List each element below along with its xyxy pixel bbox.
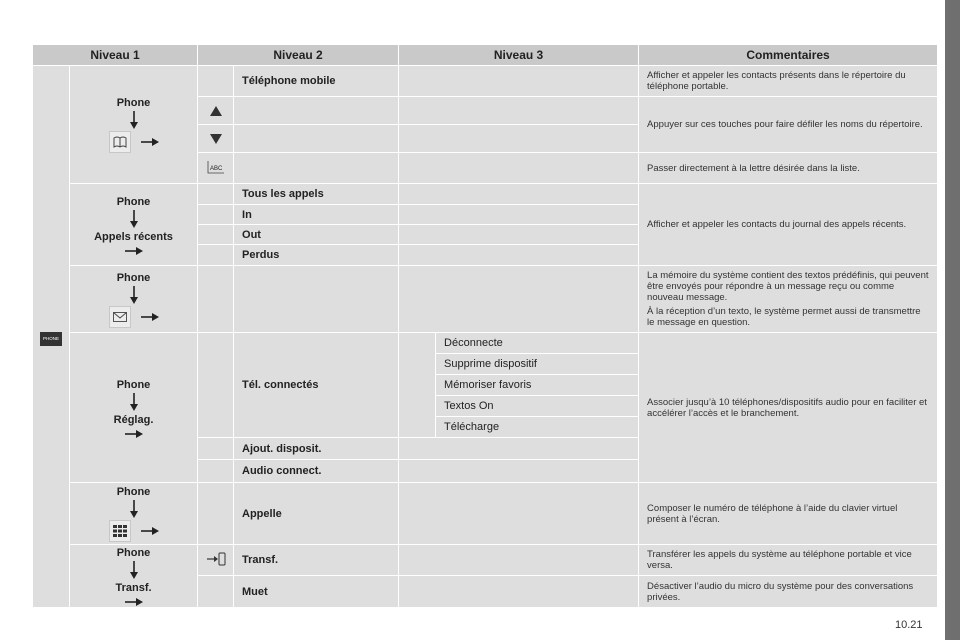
level3-label: Tous les appels [234,184,399,205]
level3-label: Perdus [234,245,399,266]
table-row [33,184,938,205]
level3-label: Ajout. disposit. [234,438,399,460]
comment-cell: Appuyer sur ces touches pour faire défiler les noms du répertoire. [639,97,938,153]
header-level3: Niveau 3 [399,45,639,66]
level4-label: Télécharge [436,417,639,438]
comment-cell: Associer jusqu’à 10 téléphones/dispositifs audio pour en faciliter et accélérer l’accès et le branchement. [639,333,938,483]
abc-keyboard-icon [205,157,227,177]
contacts-book-icon [109,131,131,153]
arrow-down-indicator-icon [130,561,138,579]
header-level1: Niveau 1 [33,45,198,66]
arrow-up-icon [205,101,227,121]
page-number: 10.21 [895,619,923,631]
comment-cell: Passer directement à la lettre désirée dans la liste. [639,153,938,184]
arrow-down-indicator-icon [130,393,138,411]
table-row [33,266,938,333]
level2-label: Phone [116,547,151,559]
comment-cell: Afficher et appeler les contacts du journal des appels récents. [639,184,938,266]
level2-cell-messages [70,266,198,333]
level2-label: Phone [116,378,151,391]
arrow-right-indicator-icon [125,247,143,255]
level3-label: Out [234,225,399,245]
arrow-right-indicator-icon [125,598,143,606]
arrow-down-indicator-icon [130,111,138,129]
level3-label: Tél. connectés [234,333,399,438]
level2-cell-recent [70,184,198,266]
level3-label: Appelle [234,483,399,545]
arrow-down-icon [205,129,227,149]
level4-label: Supprime dispositif [436,354,639,375]
header-row [33,45,938,66]
level3-label: Audio connect. [234,460,399,483]
comment-cell [639,266,938,333]
comment-paragraph: À la réception d’un texto, le système permet aussi de transmettre le message en question. [647,306,921,328]
level2-label: Phone [116,195,151,208]
comment-cell: Afficher et appeler les contacts présents dans le répertoire du téléphone portable. [639,66,938,97]
level2-label: Phone [116,97,151,109]
arrow-down-indicator-icon [130,286,138,304]
header-comments: Commentaires [639,45,938,66]
table-row [33,483,938,545]
table-row [33,545,938,576]
header-level2: Niveau 2 [198,45,399,66]
level4-label: Textos On [436,396,639,417]
level1-cell [33,66,70,608]
phone-menu-table [32,44,938,608]
arrow-down-indicator-icon [130,500,138,518]
comment-cell: Désactiver l’audio du micro du système pour des conversations privées. [639,576,938,608]
level4-label: Mémoriser favoris [436,375,639,396]
comment-cell: Transférer les appels du système au téléphone portable et vice versa. [639,545,938,576]
level2-cell-settings [70,333,198,483]
level3-label: Muet [234,576,399,608]
phone-button-icon: PHONE [40,332,62,346]
level2-label: Phone [116,486,151,498]
arrow-right-indicator-icon [125,430,143,438]
transfer-phone-icon [205,549,227,569]
level4-label: Déconnecte [436,333,639,354]
level2-label: Phone [116,271,151,284]
table-row [33,333,938,354]
level3-label: Transf. [234,545,399,576]
level2-cell-keypad [70,483,198,545]
keypad-icon [109,520,131,542]
level2-label: Transf. [115,582,152,594]
arrow-right-indicator-icon [141,313,159,321]
level3-label: In [234,205,399,225]
level2-cell-transfer [70,545,198,608]
arrow-right-indicator-icon [141,527,159,535]
envelope-icon [109,306,131,328]
table-row [33,66,938,97]
comment-paragraph: La mémoire du système contient des textos prédéfinis, qui peuvent être envoyés pour répondre à un message reçu ou comme nouveau message. [647,270,929,303]
arrow-down-indicator-icon [130,210,138,228]
level2-cell-contacts [70,66,198,184]
comment-cell: Composer le numéro de téléphone à l’aide du clavier virtuel présent à l’écran. [639,483,938,545]
level3-label: Téléphone mobile [234,66,399,97]
level2-label: Appels récents [94,230,173,243]
arrow-right-indicator-icon [141,138,159,146]
level2-label: Réglag. [113,413,154,426]
svg-text:ABC: ABC [209,166,222,172]
page-edge-tab [945,0,960,640]
